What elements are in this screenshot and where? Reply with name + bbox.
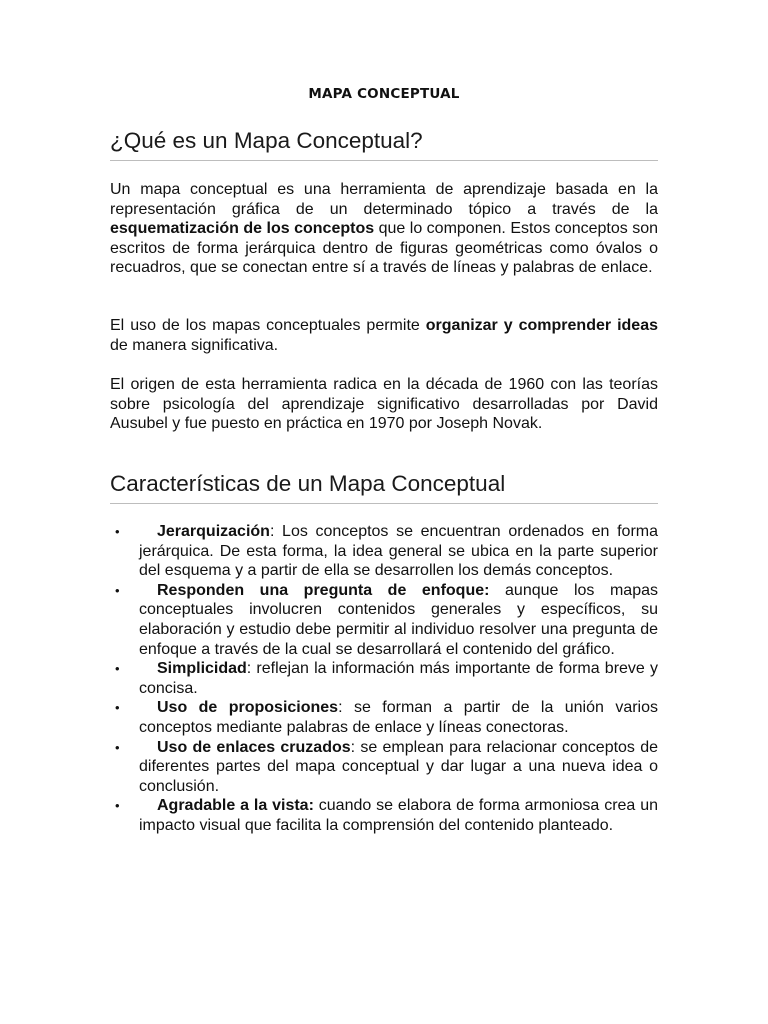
item-term: Jerarquización [157,523,270,540]
list-item [110,522,658,581]
paragraph-origin: El origen de esta herramienta radica en la década de 1960 con las teorías sobre psicología del aprendizaje significativo desarrolladas por David Ausubel y fue puesto en práctica en 1970 por Joseph Novak. [110,376,658,433]
paragraph-text: El uso de los mapas conceptuales permite [110,317,426,334]
item-text: : se emplean para relacionar conceptos de diferentes partes del mapa conceptual y dar lugar a una nueva idea o conclusión. [139,738,659,795]
item-text: cuando se elabora de forma armoniosa crea un impacto visual que facilita la comprensión del contenido planteado. [139,797,658,834]
paragraph-bold-text: organizar y comprender ideas [425,317,658,334]
section-heading-what-is: ¿Qué es un Mapa Conceptual? [110,127,658,161]
bullet-icon: • [115,582,120,598]
item-text: aunque los mapas conceptuales involucren contenidos generales y específicos, su elaboración y estudio debe permitir al individuo resolver una pregunta de enfoque a través de la cual se desarrollará el contenido del gráfico. [139,581,659,658]
list-item [110,659,658,698]
paragraph-text: Un mapa conceptual es una herramienta de aprendizaje basada en la representación gráfica de un determinado tópico a través de la [110,181,658,218]
document-title: MAPA CONCEPTUAL [308,86,460,102]
list-item [110,738,658,797]
section-heading-characteristics: Características de un Mapa Conceptual [110,470,658,504]
paragraph-text: que lo componen. Estos conceptos son escritos de forma jerárquica dentro de figuras geométricas como óvalos o recuadros, que se conectan entre sí a través de líneas y palabras de enlace. [110,220,658,277]
paragraph-usage [110,316,658,355]
item-term: Uso de proposiciones [157,699,339,717]
list-item [110,581,658,659]
item-term: Simplicidad [157,660,247,678]
bullet-icon: • [115,524,120,539]
paragraph-bold-text: esquematización de los conceptos [110,220,375,238]
item-term: Agradable a la vista: [157,797,314,815]
item-text: : reflejan la información más importante de forma breve y concisa. [139,660,658,697]
bullet-icon: • [115,661,120,677]
paragraph-text: de manera significativa. [110,336,279,354]
item-term: Uso de enlaces cruzados [157,738,351,756]
characteristics-list [110,522,658,836]
bullet-icon: • [115,700,120,716]
item-text: : se forman a partir de la unión varios conceptos mediante palabras de enlace y líneas conectoras. [139,699,659,736]
list-item [110,698,658,737]
bullet-icon: • [115,739,120,755]
item-text: : Los conceptos se encuentran ordenados en forma jerárquica. De esta forma, la idea general se ubica en la parte superior del esquema y a partir de ella se desarrollen los demás conceptos. [139,523,658,580]
bullet-icon: • [115,798,120,814]
list-item [110,796,658,835]
paragraph-definition [110,180,658,278]
item-term: Responden una pregunta de enfoque: [157,581,490,599]
